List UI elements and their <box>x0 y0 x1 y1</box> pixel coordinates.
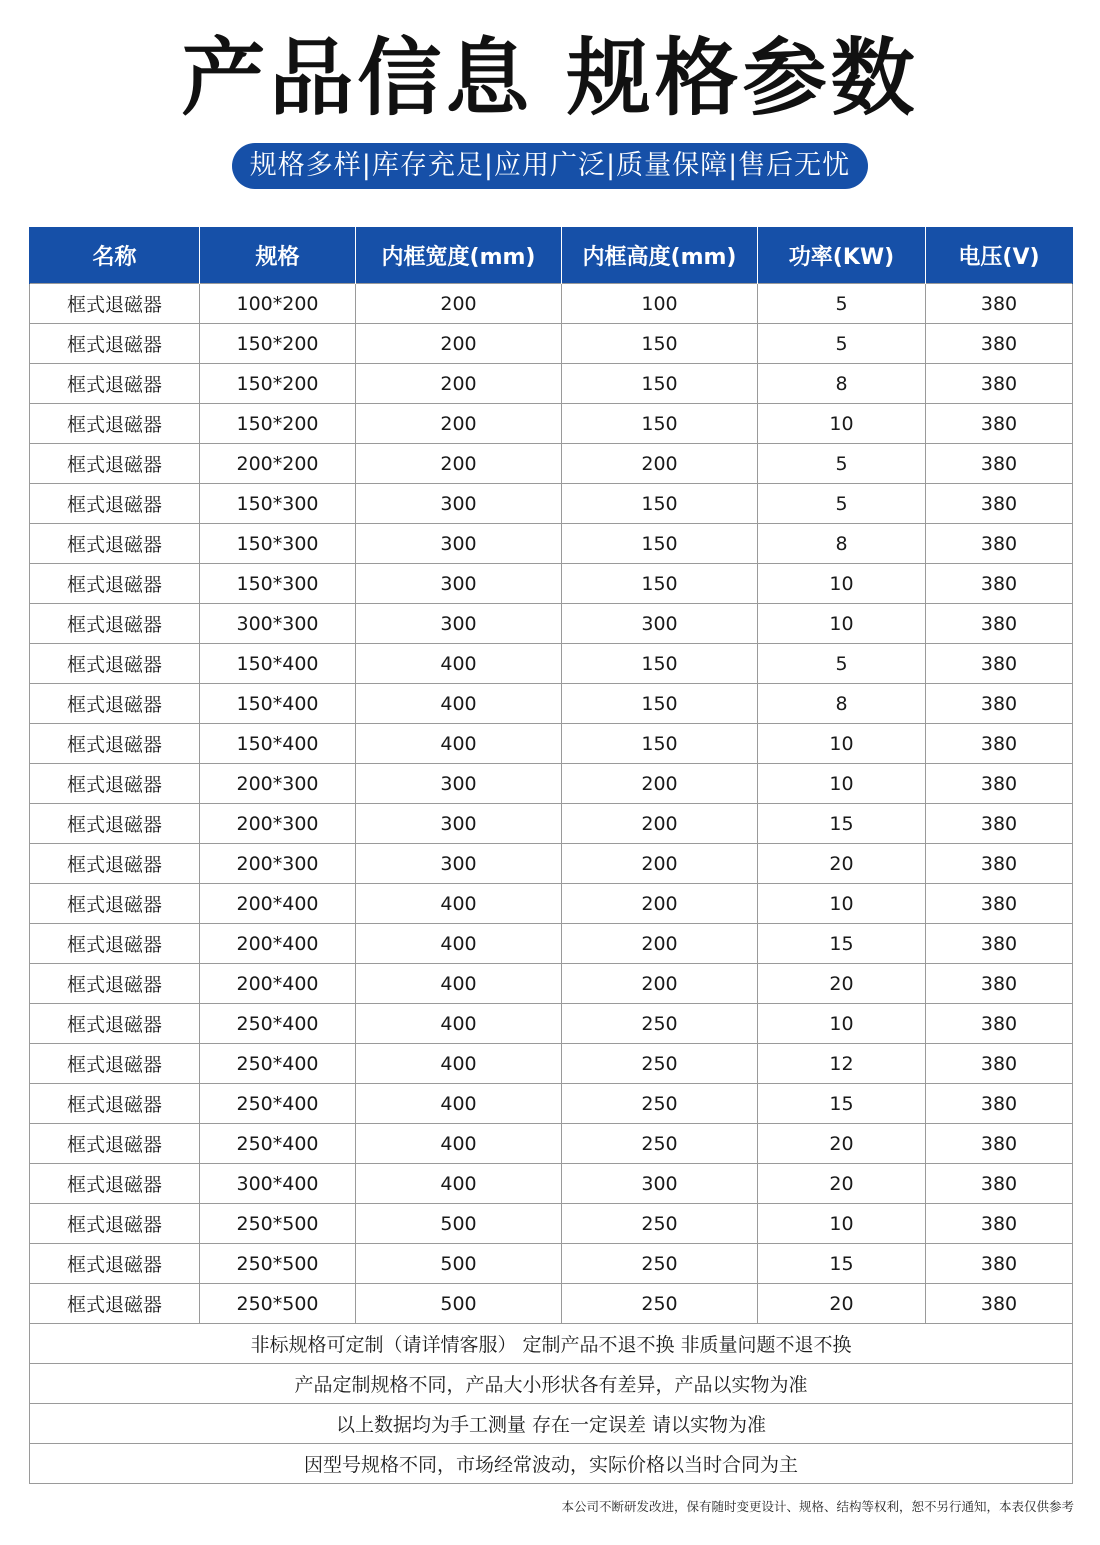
cell-spec: 250*500 <box>200 1244 356 1284</box>
cell-name: 框式退磁器 <box>30 1044 200 1084</box>
cell-voltage: 380 <box>926 844 1073 884</box>
table-row <box>30 724 1073 764</box>
cell-voltage: 380 <box>926 764 1073 804</box>
table-row <box>30 604 1073 644</box>
cell-voltage: 380 <box>926 324 1073 364</box>
cell-spec: 250*500 <box>200 1284 356 1324</box>
cell-name: 框式退磁器 <box>30 964 200 1004</box>
table-row <box>30 444 1073 484</box>
cell-voltage: 380 <box>926 1084 1073 1124</box>
cell-voltage: 380 <box>926 884 1073 924</box>
note-row <box>30 1364 1073 1404</box>
cell-voltage: 380 <box>926 284 1073 324</box>
cell-name: 框式退磁器 <box>30 1124 200 1164</box>
cell-inner-height: 200 <box>562 804 758 844</box>
cell-power: 5 <box>758 644 926 684</box>
cell-voltage: 380 <box>926 564 1073 604</box>
cell-spec: 250*500 <box>200 1204 356 1244</box>
cell-spec: 200*300 <box>200 804 356 844</box>
cell-inner-width: 300 <box>356 524 562 564</box>
cell-inner-width: 300 <box>356 844 562 884</box>
cell-power: 15 <box>758 924 926 964</box>
table-row <box>30 964 1073 1004</box>
cell-inner-height: 200 <box>562 844 758 884</box>
cell-inner-height: 200 <box>562 924 758 964</box>
cell-power: 5 <box>758 284 926 324</box>
cell-power: 20 <box>758 1164 926 1204</box>
cell-spec: 200*300 <box>200 764 356 804</box>
cell-power: 8 <box>758 364 926 404</box>
note-text: 因型号规格不同，市场经常波动，实际价格以当时合同为主 <box>30 1444 1073 1484</box>
cell-inner-width: 400 <box>356 1004 562 1044</box>
cell-inner-width: 500 <box>356 1204 562 1244</box>
cell-inner-width: 400 <box>356 964 562 1004</box>
cell-inner-height: 150 <box>562 644 758 684</box>
cell-spec: 250*400 <box>200 1004 356 1044</box>
cell-spec: 200*300 <box>200 844 356 884</box>
cell-inner-height: 200 <box>562 964 758 1004</box>
cell-power: 10 <box>758 884 926 924</box>
cell-inner-height: 200 <box>562 764 758 804</box>
cell-name: 框式退磁器 <box>30 1204 200 1244</box>
cell-inner-width: 300 <box>356 484 562 524</box>
cell-voltage: 380 <box>926 1284 1073 1324</box>
cell-inner-width: 400 <box>356 1084 562 1124</box>
cell-voltage: 380 <box>926 404 1073 444</box>
table-row <box>30 324 1073 364</box>
cell-spec: 200*400 <box>200 884 356 924</box>
cell-spec: 150*200 <box>200 364 356 404</box>
cell-spec: 250*400 <box>200 1124 356 1164</box>
cell-voltage: 380 <box>926 1124 1073 1164</box>
cell-power: 10 <box>758 724 926 764</box>
cell-power: 15 <box>758 804 926 844</box>
cell-inner-width: 400 <box>356 684 562 724</box>
table-row <box>30 364 1073 404</box>
cell-spec: 150*400 <box>200 724 356 764</box>
cell-spec: 150*400 <box>200 644 356 684</box>
cell-inner-height: 250 <box>562 1004 758 1044</box>
cell-name: 框式退磁器 <box>30 364 200 404</box>
cell-voltage: 380 <box>926 1044 1073 1084</box>
cell-name: 框式退磁器 <box>30 924 200 964</box>
cell-spec: 300*400 <box>200 1164 356 1204</box>
cell-inner-height: 250 <box>562 1124 758 1164</box>
table-row <box>30 524 1073 564</box>
table-row <box>30 1004 1073 1044</box>
cell-name: 框式退磁器 <box>30 604 200 644</box>
cell-inner-height: 150 <box>562 724 758 764</box>
table-row <box>30 764 1073 804</box>
cell-spec: 150*200 <box>200 324 356 364</box>
cell-power: 10 <box>758 1204 926 1244</box>
cell-spec: 150*300 <box>200 524 356 564</box>
table-row <box>30 484 1073 524</box>
cell-name: 框式退磁器 <box>30 524 200 564</box>
cell-voltage: 380 <box>926 964 1073 1004</box>
cell-name: 框式退磁器 <box>30 1284 200 1324</box>
cell-power: 10 <box>758 604 926 644</box>
page-title: 产品信息 规格参数 <box>181 29 919 127</box>
cell-power: 20 <box>758 844 926 884</box>
cell-name: 框式退磁器 <box>30 484 200 524</box>
cell-name: 框式退磁器 <box>30 324 200 364</box>
cell-spec: 100*200 <box>200 284 356 324</box>
cell-spec: 150*200 <box>200 404 356 444</box>
cell-spec: 150*400 <box>200 684 356 724</box>
cell-voltage: 380 <box>926 1204 1073 1244</box>
cell-voltage: 380 <box>926 1164 1073 1204</box>
cell-power: 5 <box>758 444 926 484</box>
cell-name: 框式退磁器 <box>30 1084 200 1124</box>
cell-inner-height: 150 <box>562 404 758 444</box>
cell-inner-width: 400 <box>356 644 562 684</box>
cell-spec: 250*400 <box>200 1044 356 1084</box>
cell-inner-width: 200 <box>356 284 562 324</box>
cell-voltage: 380 <box>926 524 1073 564</box>
cell-inner-width: 200 <box>356 444 562 484</box>
cell-name: 框式退磁器 <box>30 764 200 804</box>
header-voltage: 电压(V) <box>926 227 1073 284</box>
cell-name: 框式退磁器 <box>30 284 200 324</box>
cell-name: 框式退磁器 <box>30 884 200 924</box>
cell-inner-width: 400 <box>356 1164 562 1204</box>
cell-voltage: 380 <box>926 644 1073 684</box>
cell-inner-height: 200 <box>562 884 758 924</box>
cell-inner-height: 150 <box>562 324 758 364</box>
cell-voltage: 380 <box>926 724 1073 764</box>
table-body <box>30 284 1073 1484</box>
cell-voltage: 380 <box>926 684 1073 724</box>
cell-name: 框式退磁器 <box>30 844 200 884</box>
footer-disclaimer: 本公司不断研发改进，保有随时变更设计、规格、结构等权利，恕不另行通知，本表仅供参考 <box>561 1499 1074 1514</box>
cell-inner-height: 150 <box>562 684 758 724</box>
cell-inner-height: 250 <box>562 1244 758 1284</box>
cell-name: 框式退磁器 <box>30 404 200 444</box>
cell-power: 20 <box>758 964 926 1004</box>
cell-name: 框式退磁器 <box>30 564 200 604</box>
cell-inner-height: 300 <box>562 604 758 644</box>
cell-voltage: 380 <box>926 1004 1073 1044</box>
cell-power: 10 <box>758 1004 926 1044</box>
header-power: 功率(KW) <box>758 227 926 284</box>
cell-name: 框式退磁器 <box>30 1164 200 1204</box>
table-row <box>30 404 1073 444</box>
cell-inner-height: 250 <box>562 1084 758 1124</box>
cell-voltage: 380 <box>926 444 1073 484</box>
cell-spec: 150*300 <box>200 484 356 524</box>
cell-spec: 200*200 <box>200 444 356 484</box>
cell-inner-height: 150 <box>562 364 758 404</box>
table-row <box>30 1204 1073 1244</box>
table-row <box>30 804 1073 844</box>
cell-power: 8 <box>758 684 926 724</box>
cell-inner-height: 150 <box>562 564 758 604</box>
cell-inner-width: 300 <box>356 604 562 644</box>
cell-inner-height: 150 <box>562 524 758 564</box>
cell-voltage: 380 <box>926 364 1073 404</box>
cell-inner-width: 400 <box>356 924 562 964</box>
cell-inner-width: 400 <box>356 1044 562 1084</box>
cell-name: 框式退磁器 <box>30 684 200 724</box>
header-name: 名称 <box>30 227 200 284</box>
note-text: 非标规格可定制（请详情客服） 定制产品不退不换 非质量问题不退不换 <box>30 1324 1073 1364</box>
cell-voltage: 380 <box>926 804 1073 844</box>
cell-inner-width: 200 <box>356 364 562 404</box>
note-row <box>30 1444 1073 1484</box>
cell-inner-width: 400 <box>356 724 562 764</box>
table-row <box>30 1244 1073 1284</box>
cell-inner-width: 500 <box>356 1284 562 1324</box>
note-row <box>30 1404 1073 1444</box>
cell-inner-height: 250 <box>562 1284 758 1324</box>
cell-inner-width: 400 <box>356 1124 562 1164</box>
cell-power: 10 <box>758 764 926 804</box>
spec-table <box>29 227 1073 1484</box>
table-row <box>30 564 1073 604</box>
tagline-banner <box>0 143 1100 189</box>
cell-inner-height: 250 <box>562 1044 758 1084</box>
cell-voltage: 380 <box>926 1244 1073 1284</box>
cell-name: 框式退磁器 <box>30 644 200 684</box>
table-row <box>30 1044 1073 1084</box>
cell-name: 框式退磁器 <box>30 1004 200 1044</box>
cell-inner-width: 300 <box>356 804 562 844</box>
cell-spec: 250*400 <box>200 1084 356 1124</box>
table-row <box>30 1124 1073 1164</box>
cell-voltage: 380 <box>926 924 1073 964</box>
table-row <box>30 924 1073 964</box>
cell-power: 5 <box>758 324 926 364</box>
cell-voltage: 380 <box>926 604 1073 644</box>
cell-inner-height: 250 <box>562 1204 758 1244</box>
table-row <box>30 284 1073 324</box>
header-inner-height: 内框高度(mm) <box>562 227 758 284</box>
table-row <box>30 884 1073 924</box>
table-row <box>30 1164 1073 1204</box>
cell-power: 15 <box>758 1084 926 1124</box>
cell-spec: 300*300 <box>200 604 356 644</box>
cell-voltage: 380 <box>926 484 1073 524</box>
cell-inner-width: 500 <box>356 1244 562 1284</box>
cell-inner-width: 300 <box>356 764 562 804</box>
cell-power: 10 <box>758 404 926 444</box>
cell-power: 5 <box>758 484 926 524</box>
cell-inner-height: 150 <box>562 484 758 524</box>
table-row <box>30 1284 1073 1324</box>
cell-inner-width: 200 <box>356 404 562 444</box>
cell-power: 15 <box>758 1244 926 1284</box>
table-row <box>30 644 1073 684</box>
cell-inner-height: 200 <box>562 444 758 484</box>
cell-inner-width: 400 <box>356 884 562 924</box>
table-row <box>30 1084 1073 1124</box>
header-spec: 规格 <box>200 227 356 284</box>
note-text: 以上数据均为手工测量 存在一定误差 请以实物为准 <box>30 1404 1073 1444</box>
cell-spec: 200*400 <box>200 964 356 1004</box>
cell-power: 20 <box>758 1284 926 1324</box>
cell-inner-height: 300 <box>562 1164 758 1204</box>
cell-name: 框式退磁器 <box>30 1244 200 1284</box>
cell-power: 8 <box>758 524 926 564</box>
tagline-pill: 规格多样|库存充足|应用广泛|质量保障|售后无忧 <box>232 143 868 189</box>
cell-power: 20 <box>758 1124 926 1164</box>
header-inner-width: 内框宽度(mm) <box>356 227 562 284</box>
note-text: 产品定制规格不同，产品大小形状各有差异，产品以实物为准 <box>30 1364 1073 1404</box>
cell-power: 12 <box>758 1044 926 1084</box>
note-row <box>30 1324 1073 1364</box>
table-row <box>30 844 1073 884</box>
cell-inner-width: 300 <box>356 564 562 604</box>
cell-name: 框式退磁器 <box>30 444 200 484</box>
cell-spec: 150*300 <box>200 564 356 604</box>
table-header-row <box>30 227 1073 284</box>
cell-inner-width: 200 <box>356 324 562 364</box>
cell-name: 框式退磁器 <box>30 724 200 764</box>
cell-power: 10 <box>758 564 926 604</box>
cell-inner-height: 100 <box>562 284 758 324</box>
cell-name: 框式退磁器 <box>30 804 200 844</box>
cell-spec: 200*400 <box>200 924 356 964</box>
table-row <box>30 684 1073 724</box>
